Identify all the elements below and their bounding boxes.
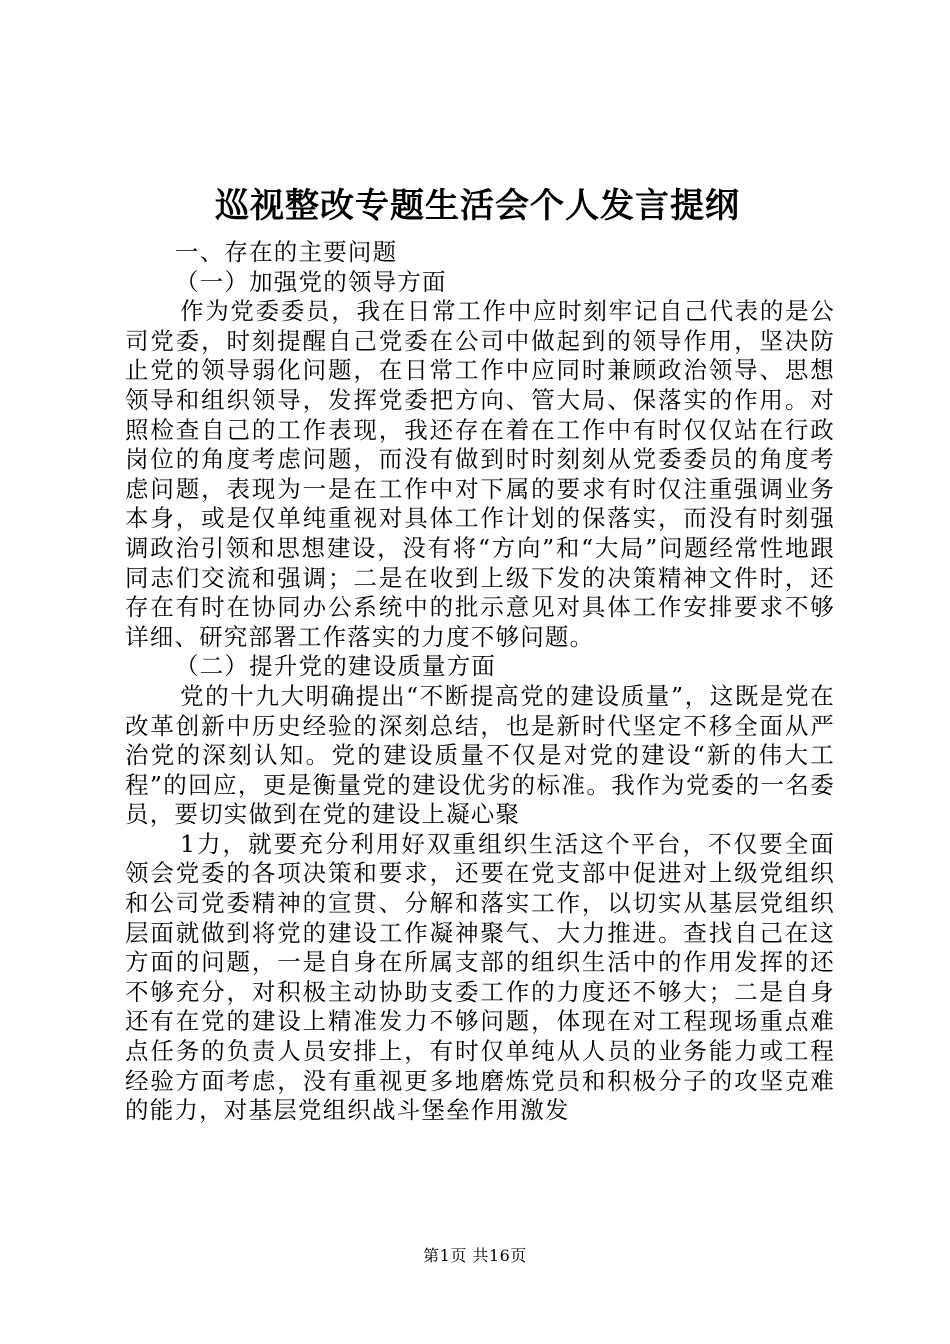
document-title: 巡视整改专题生活会个人发言提纲: [215, 186, 740, 226]
paragraph-2: 党的十九大明确提出“不断提高党的建设质量”，这既是党在改革创新中历史经验的深刻总结，也是新时代坚定不移全面从严治党的深刻认知。党的建设质量不仅是对党的建设“新的伟大工程”的回应，更是衡量党的建设优劣的标准。我作为党委的一名委员，要切实做到在党的建设上凝心聚: [125, 681, 835, 829]
subsection-heading-1: （一）加强党的领导方面: [175, 267, 447, 296]
paragraph-3: 1力，就要充分利用好双重组织生活这个平台，不仅要全面领会党委的各项决策和要求，还要在党支部中促进对上级党组织和公司党委精神的宣贯、分解和落实工作，以切实从基层党组织层面就做到将党的建设工作凝神聚气、大力推进。查找自己在这方面的问题，一是自身在所属支部的组织生活中的作用发挥的还不够充分，对积极主动协助支委工作的力度还不够大；二是自身还有在党的建设上精准发力不够问题，体现在对工程现场重点难点任务的负责人员安排上，有时仅单纯从人员的业务能力或工程经验方面考虑，没有重视更多地磨炼党员和积极分子的攻坚克难的能力，对基层党组织战斗堡垒作用激发: [125, 829, 835, 1125]
subsection-heading-2: （二）提升党的建设质量方面: [175, 652, 497, 681]
document-body: [125, 238, 835, 1126]
section-heading: 一、存在的主要问题: [175, 238, 398, 266]
paragraph-1: 作为党委委员，我在日常工作中应时刻牢记自己代表的是公司党委，时刻提醒自己党委在公司中做起到的领导作用，坚决防止党的领导弱化问题，在日常工作中应同时兼顾政治领导、思想领导和组织领导，发挥党委把方向、管大局、保落实的作用。对照检查自己的工作表现，我还存在着在工作中有时仅仅站在行政岗位的角度考虑问题，而没有做到时时刻刻从党委委员的角度考虑问题，表现为一是在工作中对下属的要求有时仅注重强调业务本身，或是仅单纯重视对具体工作计划的保落实，而没有时刻强调政治引领和思想建设，没有将“方向”和“大局”问题经常性地跟同志们交流和强调；二是在收到上级下发的决策精神文件时，还存在有时在协同办公系统中的批示意见对具体工作安排要求不够详细、研究部署工作落实的力度不够问题。: [125, 297, 835, 651]
page-footer: 第1页 共16页: [423, 1246, 527, 1265]
